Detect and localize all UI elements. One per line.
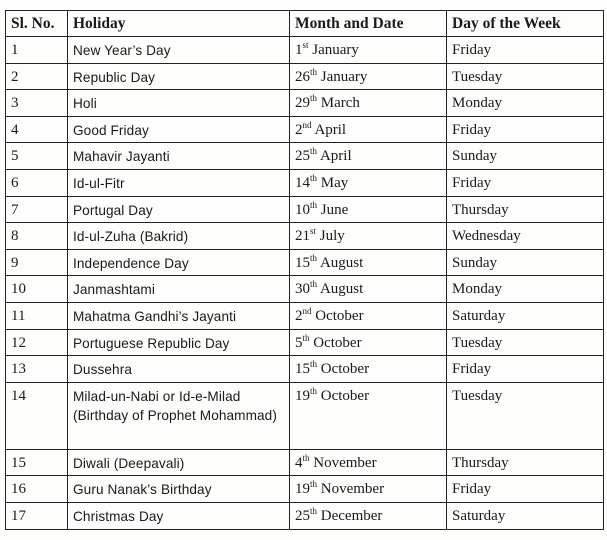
cell-day-of-week: Friday xyxy=(447,37,604,64)
date-ordinal-suffix: st xyxy=(302,40,309,50)
date-ordinal-suffix: th xyxy=(310,479,318,490)
cell-sl-no: 5 xyxy=(6,143,68,170)
date-month: October xyxy=(313,334,362,351)
table-row xyxy=(6,382,604,449)
date-ordinal-suffix: th xyxy=(310,146,318,157)
header-sl-no: Sl. No. xyxy=(6,11,68,37)
table-row xyxy=(6,302,604,329)
cell-holiday: Christmas Day xyxy=(68,502,290,529)
cell-sl-no: 1 xyxy=(6,37,68,64)
date-ordinal-suffix: st xyxy=(310,226,317,237)
cell-day-of-week: Monday xyxy=(447,90,604,117)
cell-month-date xyxy=(290,143,447,170)
date-ordinal-suffix: nd xyxy=(302,119,312,130)
cell-sl-no: 13 xyxy=(6,356,68,383)
date-month: August xyxy=(319,281,364,298)
date-ordinal-suffix: th xyxy=(310,66,318,77)
date-day: 25 xyxy=(295,148,310,165)
date-day: 2 xyxy=(295,121,303,138)
table-row xyxy=(6,63,604,90)
cell-sl-no: 16 xyxy=(6,476,68,503)
cell-month-date xyxy=(290,116,447,143)
cell-holiday: New Year’s Day xyxy=(68,37,290,64)
date-day: 1 xyxy=(295,42,303,58)
cell-month-date xyxy=(290,196,447,223)
cell-day-of-week: Sunday xyxy=(447,143,604,170)
date-ordinal-suffix: th xyxy=(310,359,318,370)
table-row xyxy=(6,356,604,383)
date-month: December xyxy=(320,507,383,524)
cell-holiday: Guru Nanak’s Birthday xyxy=(68,476,290,503)
cell-sl-no: 4 xyxy=(6,116,68,143)
date-ordinal-suffix: nd xyxy=(302,305,312,316)
cell-holiday: Holi xyxy=(68,90,290,117)
cell-sl-no: 3 xyxy=(6,90,68,117)
table-row xyxy=(6,143,604,170)
date-day: 19 xyxy=(295,481,310,498)
cell-month-date xyxy=(290,169,447,196)
cell-sl-no: 9 xyxy=(6,249,68,276)
cell-month-date xyxy=(290,502,447,529)
cell-holiday: Diwali (Deepavali) xyxy=(68,449,290,476)
date-month: November xyxy=(313,454,377,471)
date-month: October xyxy=(320,361,370,378)
cell-sl-no: 17 xyxy=(6,502,68,529)
date-month: October xyxy=(315,307,364,324)
holiday-table xyxy=(5,10,604,530)
cell-holiday: Good Friday xyxy=(68,116,290,143)
cell-sl-no: 7 xyxy=(6,196,68,223)
cell-holiday: Mahatma Gandhi’s Jayanti xyxy=(68,302,290,329)
cell-month-date xyxy=(290,276,447,303)
cell-month-date xyxy=(290,356,447,383)
cell-month-date xyxy=(290,90,447,117)
table-row xyxy=(6,502,604,529)
cell-month-date xyxy=(290,63,447,90)
date-ordinal-suffix: th xyxy=(310,199,318,210)
date-day: 26 xyxy=(295,68,310,85)
date-month: March xyxy=(320,95,360,112)
date-month: August xyxy=(319,254,364,271)
table-row xyxy=(6,116,604,143)
date-month: July xyxy=(319,228,345,245)
cell-day-of-week: Friday xyxy=(447,169,604,196)
date-ordinal-suffix: th xyxy=(310,93,318,104)
cell-sl-no: 2 xyxy=(6,63,68,90)
cell-sl-no: 6 xyxy=(6,169,68,196)
cell-sl-no: 15 xyxy=(6,449,68,476)
cell-day-of-week: Tuesday xyxy=(447,63,604,90)
cell-holiday: Republic Day xyxy=(68,63,290,90)
table-row xyxy=(6,276,604,303)
date-day: 25 xyxy=(295,507,310,524)
date-month: January xyxy=(320,68,368,85)
cell-month-date xyxy=(290,223,447,250)
date-day: 21 xyxy=(295,228,310,245)
date-ordinal-suffix: th xyxy=(310,279,318,290)
date-ordinal-suffix: th xyxy=(310,505,318,516)
date-month: October xyxy=(320,387,370,404)
cell-holiday: Portuguese Republic Day xyxy=(68,329,290,356)
date-month: April xyxy=(319,148,352,165)
cell-day-of-week: Saturday xyxy=(447,502,604,529)
date-month: May xyxy=(320,174,349,191)
date-ordinal-suffix: th xyxy=(302,452,310,463)
cell-sl-no: 12 xyxy=(6,329,68,356)
header-row xyxy=(6,11,604,37)
cell-holiday: Portugal Day xyxy=(68,196,290,223)
date-day: 14 xyxy=(295,174,310,191)
date-day: 19 xyxy=(295,387,310,404)
date-ordinal-suffix: th xyxy=(310,172,318,183)
cell-month-date xyxy=(290,449,447,476)
cell-month-date xyxy=(290,302,447,329)
cell-holiday: Dussehra xyxy=(68,356,290,383)
table-row xyxy=(6,223,604,250)
table-row xyxy=(6,169,604,196)
holiday-table-body xyxy=(6,37,604,530)
holiday-table-header xyxy=(6,11,604,37)
header-month-date: Month and Date xyxy=(290,11,447,37)
cell-month-date xyxy=(290,382,447,449)
date-month: June xyxy=(320,201,349,218)
cell-day-of-week: Saturday xyxy=(447,302,604,329)
cell-day-of-week: Thursday xyxy=(447,196,604,223)
date-day: 30 xyxy=(295,281,310,298)
table-row xyxy=(6,90,604,117)
cell-day-of-week: Monday xyxy=(447,276,604,303)
header-day-of-week: Day of the Week xyxy=(447,11,604,37)
cell-sl-no: 11 xyxy=(6,302,68,329)
table-row xyxy=(6,196,604,223)
date-ordinal-suffix: th xyxy=(310,252,318,263)
table-row xyxy=(6,329,604,356)
cell-day-of-week: Sunday xyxy=(447,249,604,276)
date-month: January xyxy=(312,42,359,58)
date-day: 29 xyxy=(295,95,310,112)
cell-day-of-week: Thursday xyxy=(447,449,604,476)
cell-month-date xyxy=(290,476,447,503)
cell-day-of-week: Wednesday xyxy=(447,223,604,250)
cell-holiday: Id-ul-Zuha (Bakrid) xyxy=(68,223,290,250)
cell-sl-no: 14 xyxy=(6,382,68,449)
date-day: 10 xyxy=(295,201,310,218)
date-day: 15 xyxy=(295,361,310,378)
header-holiday: Holiday xyxy=(68,11,290,37)
cell-day-of-week: Friday xyxy=(447,116,604,143)
cell-month-date xyxy=(290,37,447,64)
cell-day-of-week: Tuesday xyxy=(447,382,604,449)
cell-holiday: Mahavir Jayanti xyxy=(68,143,290,170)
cell-month-date xyxy=(290,329,447,356)
table-row xyxy=(6,249,604,276)
cell-sl-no: 10 xyxy=(6,276,68,303)
date-day: 2 xyxy=(295,307,303,324)
cell-sl-no: 8 xyxy=(6,223,68,250)
table-row xyxy=(6,476,604,503)
cell-day-of-week: Friday xyxy=(447,476,604,503)
table-row xyxy=(6,449,604,476)
cell-day-of-week: Friday xyxy=(447,356,604,383)
date-month: November xyxy=(320,481,385,498)
date-day: 15 xyxy=(295,254,310,271)
cell-day-of-week: Tuesday xyxy=(447,329,604,356)
date-day: 5 xyxy=(295,334,303,351)
cell-holiday: Milad-un-Nabi or Id-e-Milad (Birthday of Prophet Mohammad) xyxy=(68,382,290,449)
cell-holiday: Id-ul-Fitr xyxy=(68,169,290,196)
table-row xyxy=(6,37,604,64)
date-ordinal-suffix: th xyxy=(302,332,310,343)
cell-holiday: Independence Day xyxy=(68,249,290,276)
date-day: 4 xyxy=(295,454,303,471)
date-ordinal-suffix: th xyxy=(310,385,318,396)
cell-holiday: Janmashtami xyxy=(68,276,290,303)
date-month: April xyxy=(314,121,347,138)
cell-month-date xyxy=(290,249,447,276)
